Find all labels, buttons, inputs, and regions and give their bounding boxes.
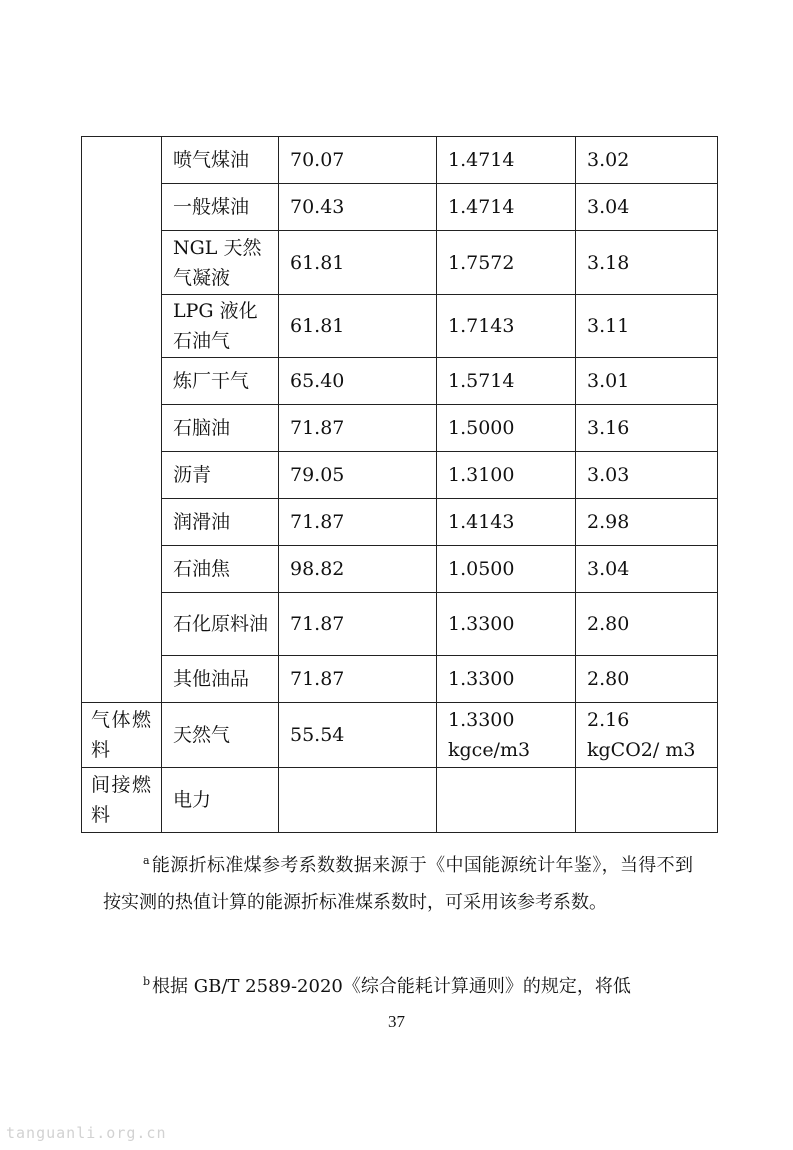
co2-emission-factor: 3.11 [576,295,718,358]
calorific-value: 55.54 [279,703,437,768]
calorific-value: 71.87 [279,656,437,703]
fuel-name: 沥青 [162,452,279,499]
co2-emission-factor: 3.02 [576,137,718,184]
coal-conversion-factor: 1.5000 [437,405,576,452]
category-indirect-fuel: 间接燃料 [82,768,162,833]
table-row [82,593,718,656]
coal-conversion-factor: 1.4143 [437,499,576,546]
calorific-value: 71.87 [279,405,437,452]
co2-emission-factor: 3.18 [576,231,718,295]
co2-emission-factor: 3.04 [576,184,718,231]
table-row [82,499,718,546]
table-row [82,656,718,703]
fuel-name: 石化原料油 [162,593,279,656]
footnote-marker-b: b [143,975,151,988]
calorific-value: 98.82 [279,546,437,593]
category-cell-blank [82,137,162,703]
calorific-value [279,768,437,833]
calorific-value: 70.43 [279,184,437,231]
table-row-gas-fuel [82,703,718,768]
table-row [82,546,718,593]
fuel-name: NGL 天然气凝液 [162,231,279,295]
fuel-name: 炼厂干气 [162,358,279,405]
calorific-value: 71.87 [279,499,437,546]
coal-conversion-factor: 1.3100 [437,452,576,499]
table-row [82,405,718,452]
co2-emission-factor [576,768,718,833]
footnote-b-text: 根据 GB/T 2589-2020《综合能耗计算通则》的规定，将低 [152,976,631,997]
coal-conversion-factor: 1.3300 [437,593,576,656]
fuel-name: 一般煤油 [162,184,279,231]
footnote-marker-a: a [143,854,150,867]
co2-emission-factor: 2.98 [576,499,718,546]
coal-conversion-factor: 1.5714 [437,358,576,405]
table-row [82,452,718,499]
fuel-name: 天然气 [162,703,279,768]
fuel-name: LPG 液化石油气 [162,295,279,358]
coal-conversion-factor [437,768,576,833]
table-row [82,295,718,358]
fuel-name: 电力 [162,768,279,833]
calorific-value: 71.87 [279,593,437,656]
footnote-a [103,842,693,921]
coal-conversion-factor: 1.0500 [437,546,576,593]
table-row [82,358,718,405]
page-number: 37 [388,1012,405,1031]
table-row [82,231,718,295]
co2-emission-factor: 3.16 [576,405,718,452]
co2-emission-factor: 2.16 kgCO2/ m3 [576,703,718,768]
co2-emission-factor: 3.03 [576,452,718,499]
coal-conversion-factor: 1.3300 kgce/m3 [437,703,576,768]
table-row [82,184,718,231]
co2-emission-factor: 2.80 [576,593,718,656]
calorific-value: 70.07 [279,137,437,184]
fuel-name: 其他油品 [162,656,279,703]
co2-emission-factor: 2.80 [576,656,718,703]
emission-factor-table [81,136,718,833]
table-row [82,137,718,184]
unit-label: kgce/m3 [448,739,531,761]
fuel-name: 喷气煤油 [162,137,279,184]
category-gas-fuel: 气体燃料 [82,703,162,768]
unit-label: kgCO2/ m3 [587,739,696,761]
calorific-value: 61.81 [279,231,437,295]
calorific-value: 65.40 [279,358,437,405]
table-row-indirect-fuel [82,768,718,833]
calorific-value: 61.81 [279,295,437,358]
coal-conversion-factor: 1.3300 [437,656,576,703]
coal-conversion-factor: 1.4714 [437,184,576,231]
fuel-name: 石油焦 [162,546,279,593]
calorific-value: 79.05 [279,452,437,499]
coal-conversion-factor: 1.7143 [437,295,576,358]
co2-emission-factor: 3.04 [576,546,718,593]
footnote-b [103,963,693,1005]
footnote-a-text: 能源折标准煤参考系数数据来源于《中国能源统计年鉴》，当得不到按实测的热值计算的能源折标准煤系数时，可采用该参考系数。 [103,855,693,913]
watermark: tanguanli.org.cn [6,1124,167,1142]
coal-conversion-factor: 1.4714 [437,137,576,184]
coal-conversion-factor: 1.7572 [437,231,576,295]
co2-emission-factor: 3.01 [576,358,718,405]
fuel-name: 石脑油 [162,405,279,452]
fuel-name: 润滑油 [162,499,279,546]
